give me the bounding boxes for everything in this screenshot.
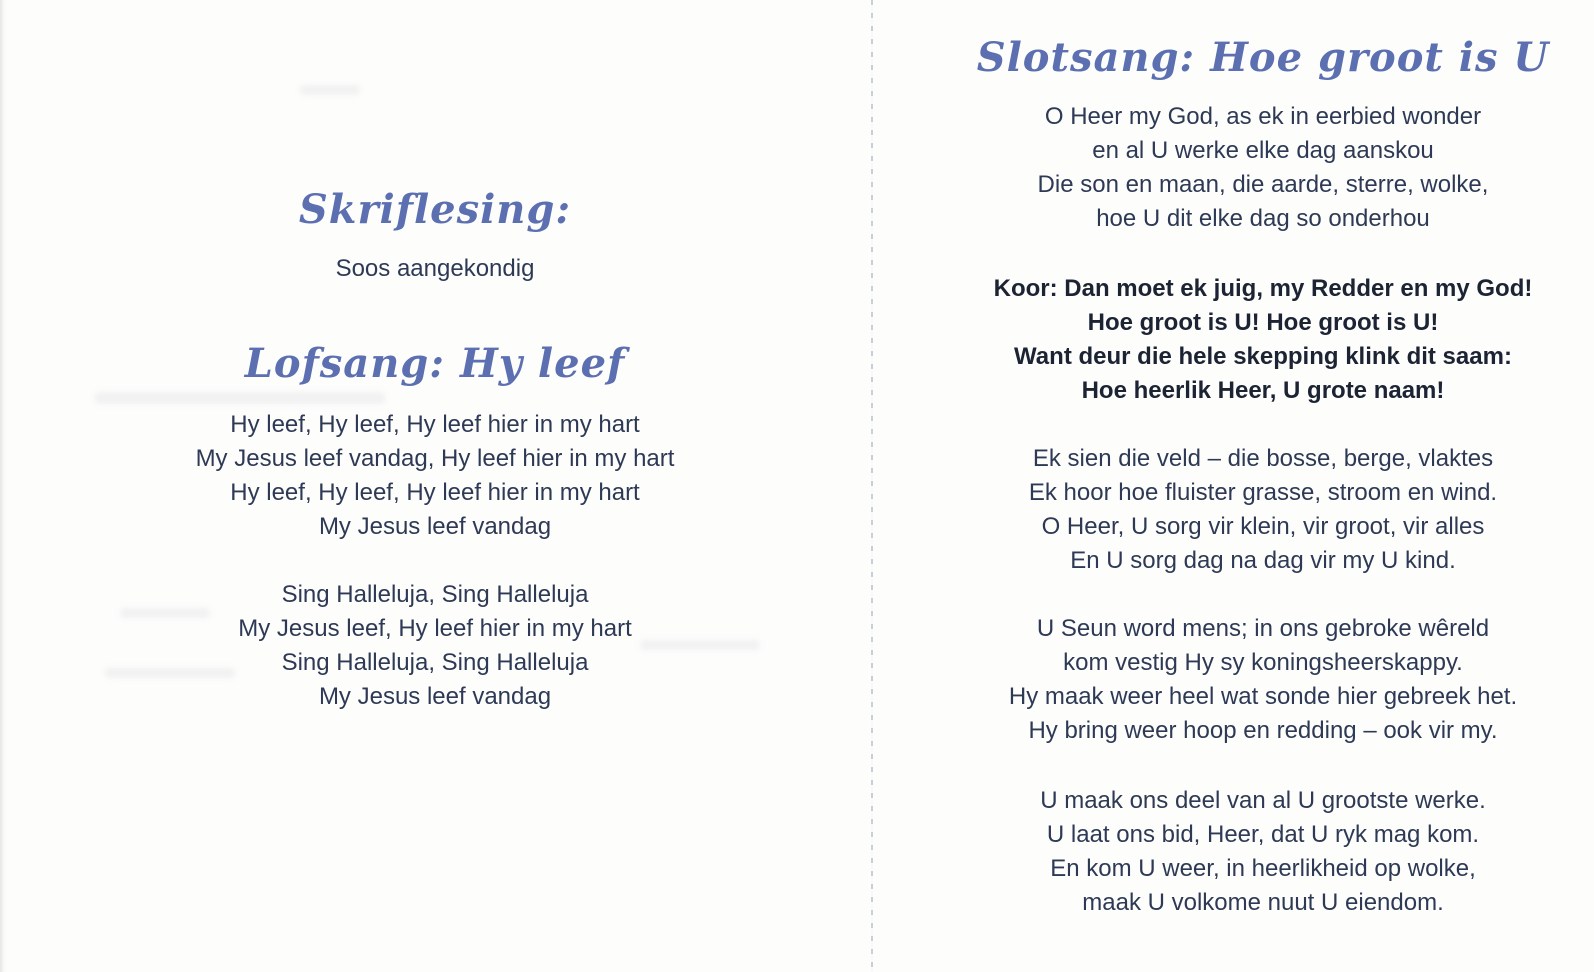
booklet-fold-line <box>871 0 873 972</box>
slotsang-verse-3 <box>935 612 1591 748</box>
lyric-line: U laat ons bid, Heer, dat U ryk mag kom. <box>1046 821 1480 848</box>
lofsang-stanza-2 <box>0 578 870 714</box>
slotsang-verse-1 <box>935 100 1591 236</box>
lyric-line: Want deur die hele skepping klink dit saam: <box>1014 343 1512 370</box>
lyric-line: En U sorg dag na dag vir my U kind. <box>1070 547 1456 574</box>
lyric-line: Hy leef, Hy leef, Hy leef hier in my hart <box>230 411 640 438</box>
lyric-line: Sing Halleluja, Sing Halleluja <box>281 581 589 608</box>
skriflesing-heading: Skriflesing: <box>298 186 572 233</box>
lyric-line: Hoe heerlik Heer, U grote naam! <box>1081 377 1445 404</box>
lyric-line: en al U werke elke dag aanskou <box>1092 137 1434 164</box>
slotsang-heading: Slotsang: Hoe groot is U <box>976 34 1550 81</box>
lyric-line: U Seun word mens; in ons gebroke wêreld <box>1036 615 1490 642</box>
lyric-line: Ek sien die veld – die bosse, berge, vlaktes <box>1032 445 1494 472</box>
lyric-line: Koor: Dan moet ek juig, my Redder en my God! <box>993 275 1533 302</box>
lyric-line: O Heer, U sorg vir klein, vir groot, vir alles <box>1041 513 1485 540</box>
lyric-line: My Jesus leef vandag <box>318 683 552 710</box>
slotsang-verse-4 <box>935 784 1591 920</box>
skriflesing-detail: Soos aangekondig <box>335 255 535 282</box>
lyric-line: Hy leef, Hy leef, Hy leef hier in my hart <box>230 479 640 506</box>
lyric-line: My Jesus leef vandag <box>318 513 552 540</box>
lyric-line: My Jesus leef, Hy leef hier in my hart <box>238 615 632 642</box>
lyric-line: En kom U weer, in heerlikheid op wolke, <box>1050 855 1476 882</box>
lyric-line: U maak ons deel van al U grootste werke. <box>1040 787 1486 814</box>
lyric-line: Hoe groot is U! Hoe groot is U! <box>1087 309 1439 336</box>
lyric-line: kom vestig Hy sy koningsheerskappy. <box>1063 649 1463 676</box>
page-right <box>935 0 1591 972</box>
lyric-line: hoe U dit elke dag so onderhou <box>1096 205 1430 232</box>
lyric-line: Ek hoor hoe fluister grasse, stroom en wind. <box>1028 479 1498 506</box>
slotsang-chorus <box>935 272 1591 408</box>
lofsang-heading: Lofsang: Hy leef <box>244 340 626 387</box>
lyric-line: My Jesus leef vandag, Hy leef hier in my hart <box>195 445 675 472</box>
lyric-line: O Heer my God, as ek in eerbied wonder <box>1044 103 1482 130</box>
lyric-line: Hy maak weer heel wat sonde hier gebreek het. <box>1008 683 1518 710</box>
lofsang-stanza-1 <box>0 408 870 544</box>
slotsang-verse-2 <box>935 442 1591 578</box>
lyric-line: Die son en maan, die aarde, sterre, wolke, <box>1037 171 1489 198</box>
lyric-line: Hy bring weer hoop en redding – ook vir my. <box>1028 717 1498 744</box>
lyric-line: maak U volkome nuut U eiendom. <box>1082 889 1444 916</box>
lyric-line: Sing Halleluja, Sing Halleluja <box>281 649 589 676</box>
